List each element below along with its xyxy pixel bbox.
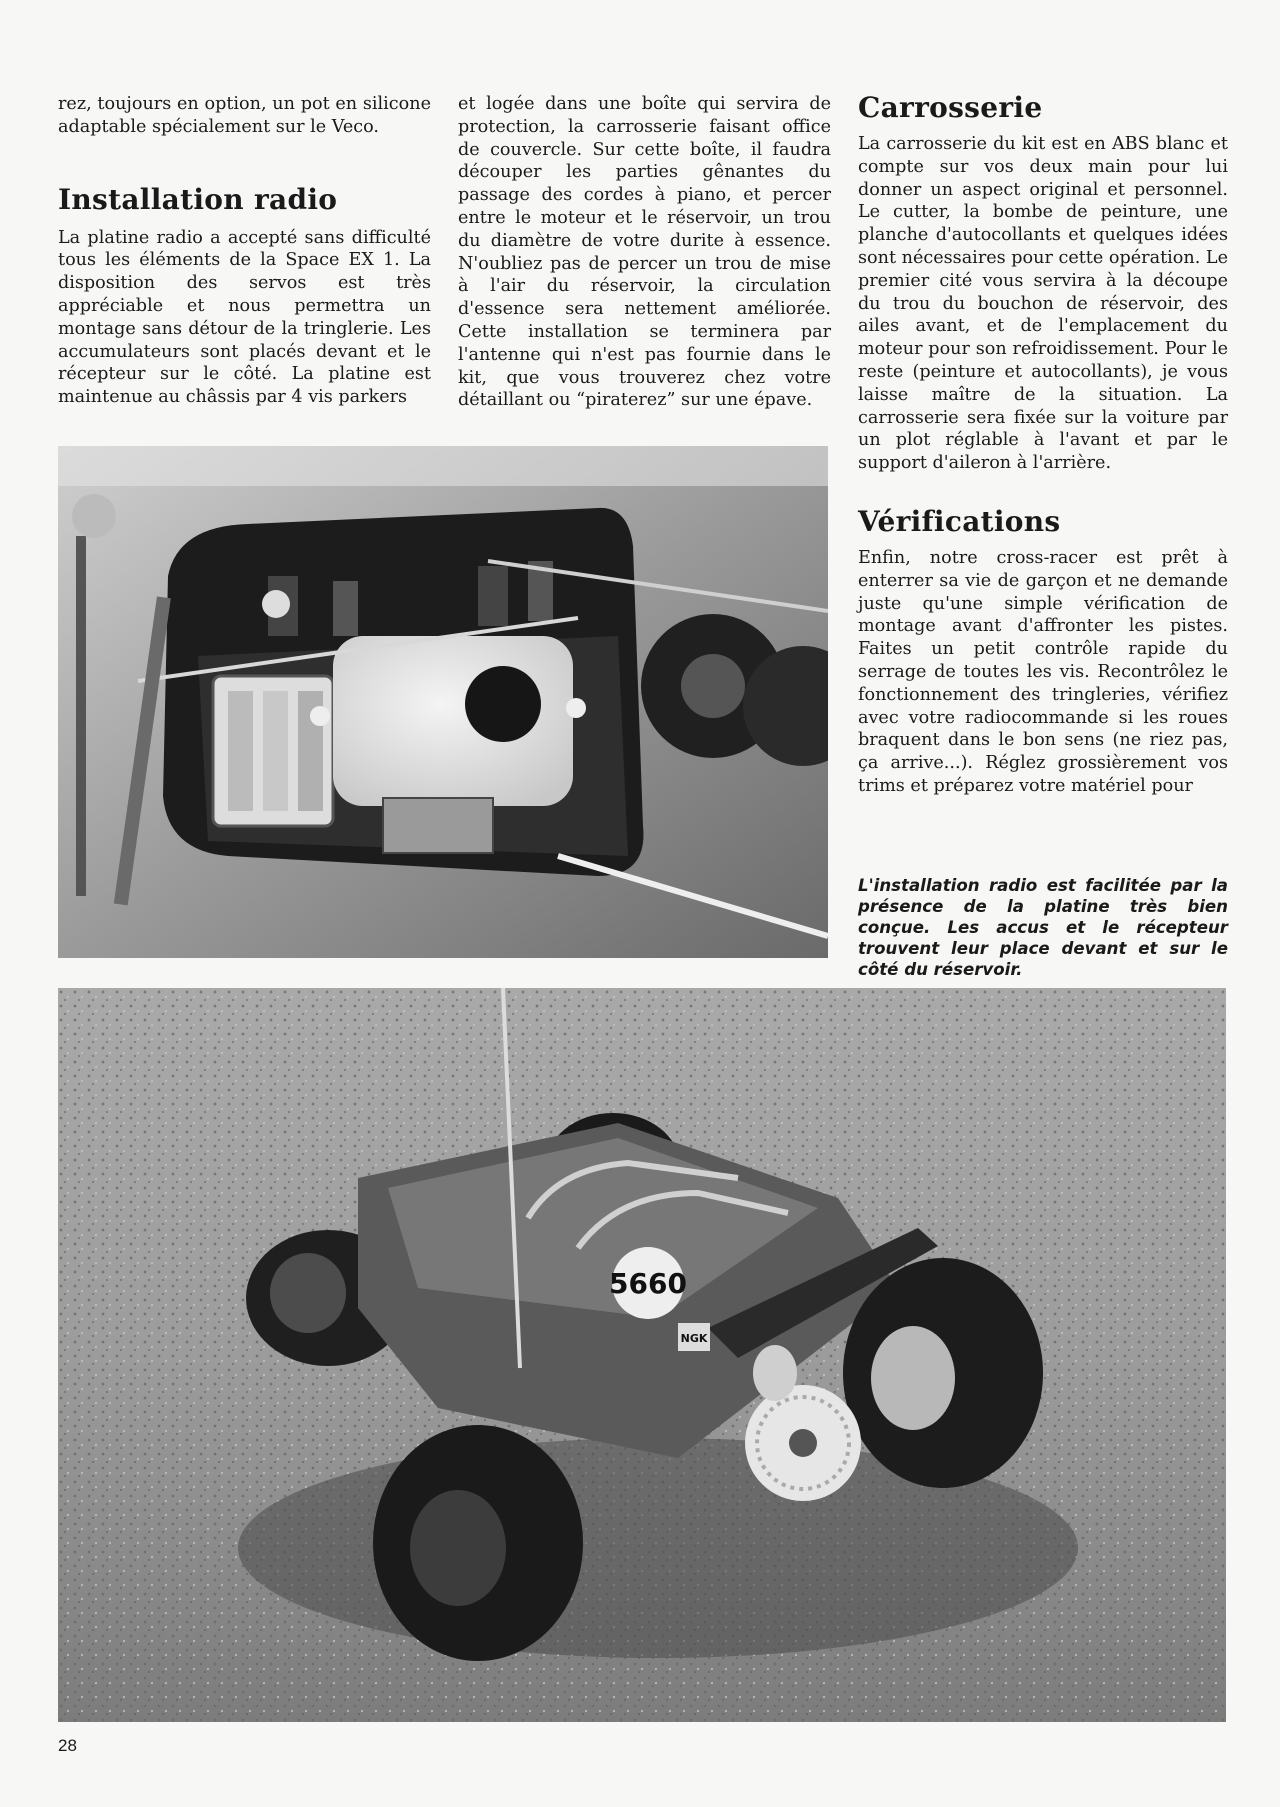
paragraph-carrosserie: La carrosserie du kit est en ABS blanc et compte sur vos deux main pour lui donner un aspect original et personnel. Le cutter, la bombe de peinture, une planche d'autocollants et quelques idées sont nécessaires pour cette opération. Le premier cité vous servira à la découpe du trou du bouchon de réservoir, des ailes avant, et de l'emplacement du moteur pour son refroidissement. Pour le reste (peinture et autocollants), je vous laisse maître de la situation. La carrosserie sera fixée sur la voiture par un plot réglable à l'avant et par le support d'aileron à l'arrière. bbox=[858, 134, 1228, 474]
ngk-decal-text: NGK bbox=[680, 1332, 708, 1345]
paragraph-verifications: Enfin, notre cross-racer est prêt à enterrer sa vie de garçon et ne demande juste qu'une simple vérification de montage avant d'affronter les pistes. Faites un petit contrôle rapide du serrage de toutes les vis. Recontrôlez le fonctionnement des tringleries, vérifiez avec votre radiocommande si les roues braquent dans le bon sens (ne riez pas, ça arrive...). Réglez grossièrement vos trims et préparez votre matériel pour bbox=[858, 547, 1228, 796]
page-number: 28 bbox=[58, 1736, 77, 1755]
text-column-1 bbox=[58, 93, 431, 409]
car-illustration bbox=[58, 988, 1226, 1722]
photo-caption: L'installation radio est facilitée par la présence de la platine très bien conçue. Les accus et le récepteur trouvent leur place devant et sur le côté du réservoir. bbox=[858, 876, 1228, 979]
paragraph-intro: rez, toujours en option, un pot en silicone adaptable spécialement sur le Veco. bbox=[58, 94, 431, 137]
paragraph-installation-continued: et logée dans une boîte qui servira de protection, la carrosserie faisant office de couvercle. Sur cette boîte, il faudra découper les parties gênantes du passage des cordes à piano, et percer entre le moteur et le réservoir, un trou du diamètre de votre durite à essence. N'oubliez pas de percer un trou de mise à l'air du réservoir, la circulation d'essence sera nettement améliorée. Cette installation se terminera par l'antenne qui n'est pas fournie dans le kit, que vous trouverez chez votre détaillant ou “piraterez” sur une épave. bbox=[458, 94, 831, 411]
number-decal-text: 5660 bbox=[609, 1267, 687, 1300]
text-column-3 bbox=[858, 93, 1228, 798]
radio-installation-photo bbox=[58, 446, 828, 958]
section-heading-verifications: Vérifications bbox=[858, 504, 1061, 538]
section-heading-installation-radio: Installation radio bbox=[58, 182, 338, 216]
radio-installation-illustration bbox=[58, 446, 828, 958]
car-photo bbox=[58, 988, 1226, 1722]
paragraph-installation-radio: La platine radio a accepté sans difficulté tous les éléments de la Space EX 1. La disposition des servos est très appréciable et nous permettra un montage sans détour de la tringlerie. Les accumulateurs sont placés devant et le récepteur sur le côté. La platine est maintenue au châssis par 4 vis parkers bbox=[58, 227, 431, 408]
section-heading-carrosserie: Carrosserie bbox=[858, 91, 1043, 124]
text-column-2 bbox=[458, 93, 831, 412]
